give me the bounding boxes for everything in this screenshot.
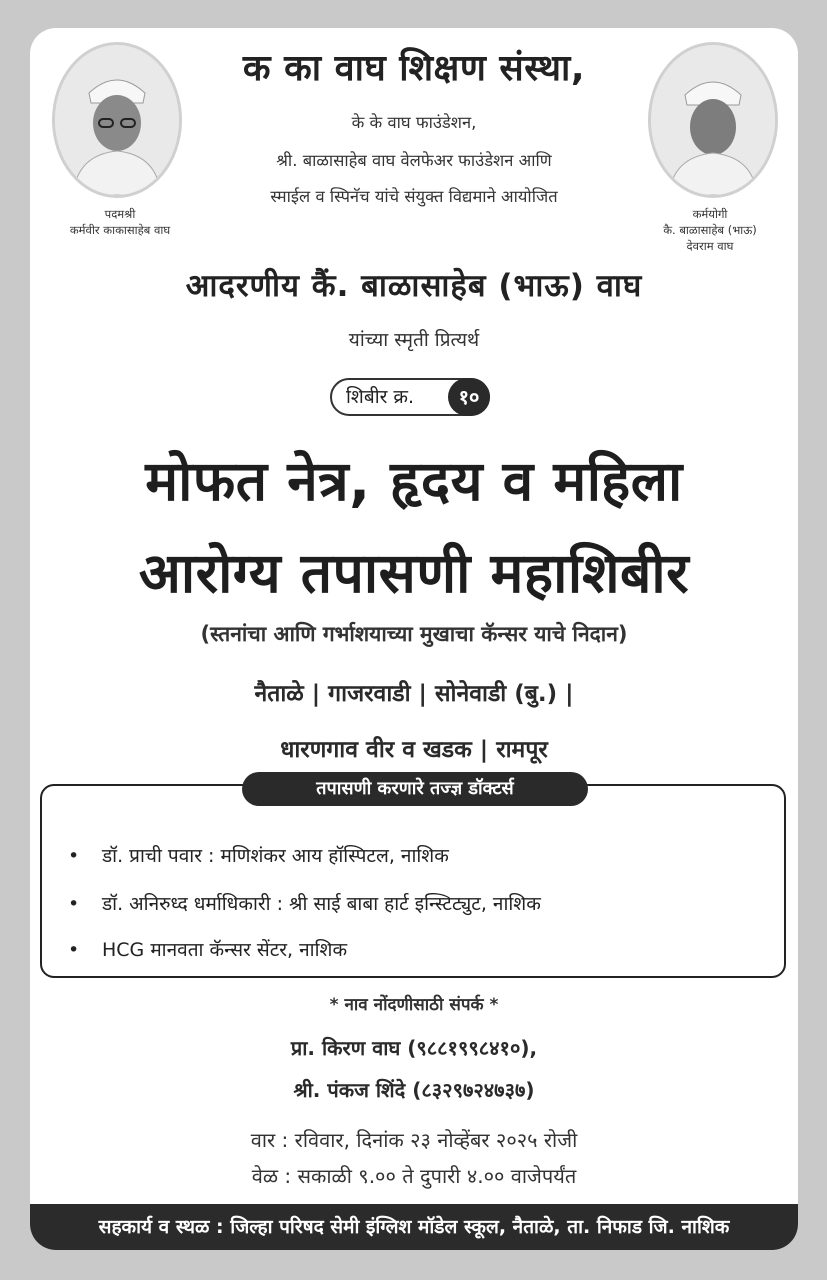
doctor-item <box>68 936 347 962</box>
registration-title: * नाव नोंदणीसाठी संपर्क * <box>329 995 499 1015</box>
doctor-item-text: डॉ. प्राची पवार : मणिशंकर आय हॉस्पिटल, नाशिक <box>102 845 449 867</box>
portrait-right-caption-line2: कै. बाळासाहेब (भाऊ) <box>663 223 757 237</box>
camp-number-badge <box>330 378 490 416</box>
portrait-right-caption-line1: कर्मयोगी <box>692 207 728 221</box>
contact-pankaj-shinde: श्री. पंकज शिंदे (८३२९७२४७३७) <box>293 1078 535 1102</box>
diagnosis-subtitle: (स्तनांचा आणि गर्भाशयाच्या मुखाचा कॅन्सर याचे निदान) <box>200 622 628 646</box>
portrait-right-caption-line3: देवराम वाघ <box>686 239 734 253</box>
portrait-left-caption <box>40 206 200 238</box>
organization-line-1: के के वाघ फाउंडेशन, <box>351 113 477 132</box>
doctors-panel <box>40 778 786 978</box>
organization-line-2: श्री. बाळासाहेब वाघ वेलफेअर फाउंडेशन आणि <box>276 151 552 170</box>
doctor-item <box>68 842 449 868</box>
doctor-item-text: HCG मानवता कॅन्सर सेंटर, नाशिक <box>102 939 348 961</box>
poster-card <box>30 28 798 1250</box>
memory-line: यांच्या स्मृती प्रित्यर्थ <box>348 329 480 351</box>
bullet-icon: • <box>68 845 80 867</box>
organization-line-3: स्माईल व स्पिनॅच यांचे संयुक्त विद्यमाने आयोजित <box>270 187 558 206</box>
venue-footer: सहकार्य व स्थळ : जिल्हा परिषद सेमी इंग्लिश मॉडेल स्कूल, नैताळे, ता. निफाड जि. नाशिक <box>30 1204 798 1250</box>
portrait-left-caption-line2: कर्मवीर काकासाहेब वाघ <box>69 223 171 237</box>
contact-kiran-wagh: प्रा. किरण वाघ (९८८१९९८४१०), <box>290 1036 538 1060</box>
doctor-item-text: डॉ. अनिरुध्द धर्माधिकारी : श्री साई बाबा हार्ट इन्स्टिट्युट, नाशिक <box>102 893 541 915</box>
headline-line-2: आरोग्य तपासणी महाशिबीर <box>138 541 690 605</box>
event-date: वार : रविवार, दिनांक २३ नोव्हेंबर २०२५ रोजी <box>250 1128 578 1152</box>
portrait-right-caption <box>630 206 790 254</box>
camp-number: १० <box>448 378 490 416</box>
portrait-left-caption-line1: पदमश्री <box>104 207 136 221</box>
organization-title: क का वाघ शिक्षण संस्था, <box>242 48 586 89</box>
doctor-item <box>68 890 541 916</box>
doctors-heading: तपासणी करणारे तज्ज्ञ डॉक्टर्स <box>242 772 588 806</box>
event-time: वेळ : सकाळी ९.०० ते दुपारी ४.०० वाजेपर्यंत <box>251 1164 577 1188</box>
bullet-icon: • <box>68 893 80 915</box>
honoree-name: आदरणीय कैं. बाळासाहेब (भाऊ) वाघ <box>185 268 643 304</box>
bullet-icon: • <box>68 939 80 961</box>
camp-label: शिबीर क्र. <box>346 386 415 408</box>
villages-line-1: नैताळे | गाजरवाडी | सोनेवाडी (बु.) | <box>254 681 574 707</box>
villages-line-2: धारणगाव वीर व खडक | रामपूर <box>280 737 548 763</box>
headline-line-1: मोफत नेत्र, हृदय व महिला <box>145 449 683 513</box>
